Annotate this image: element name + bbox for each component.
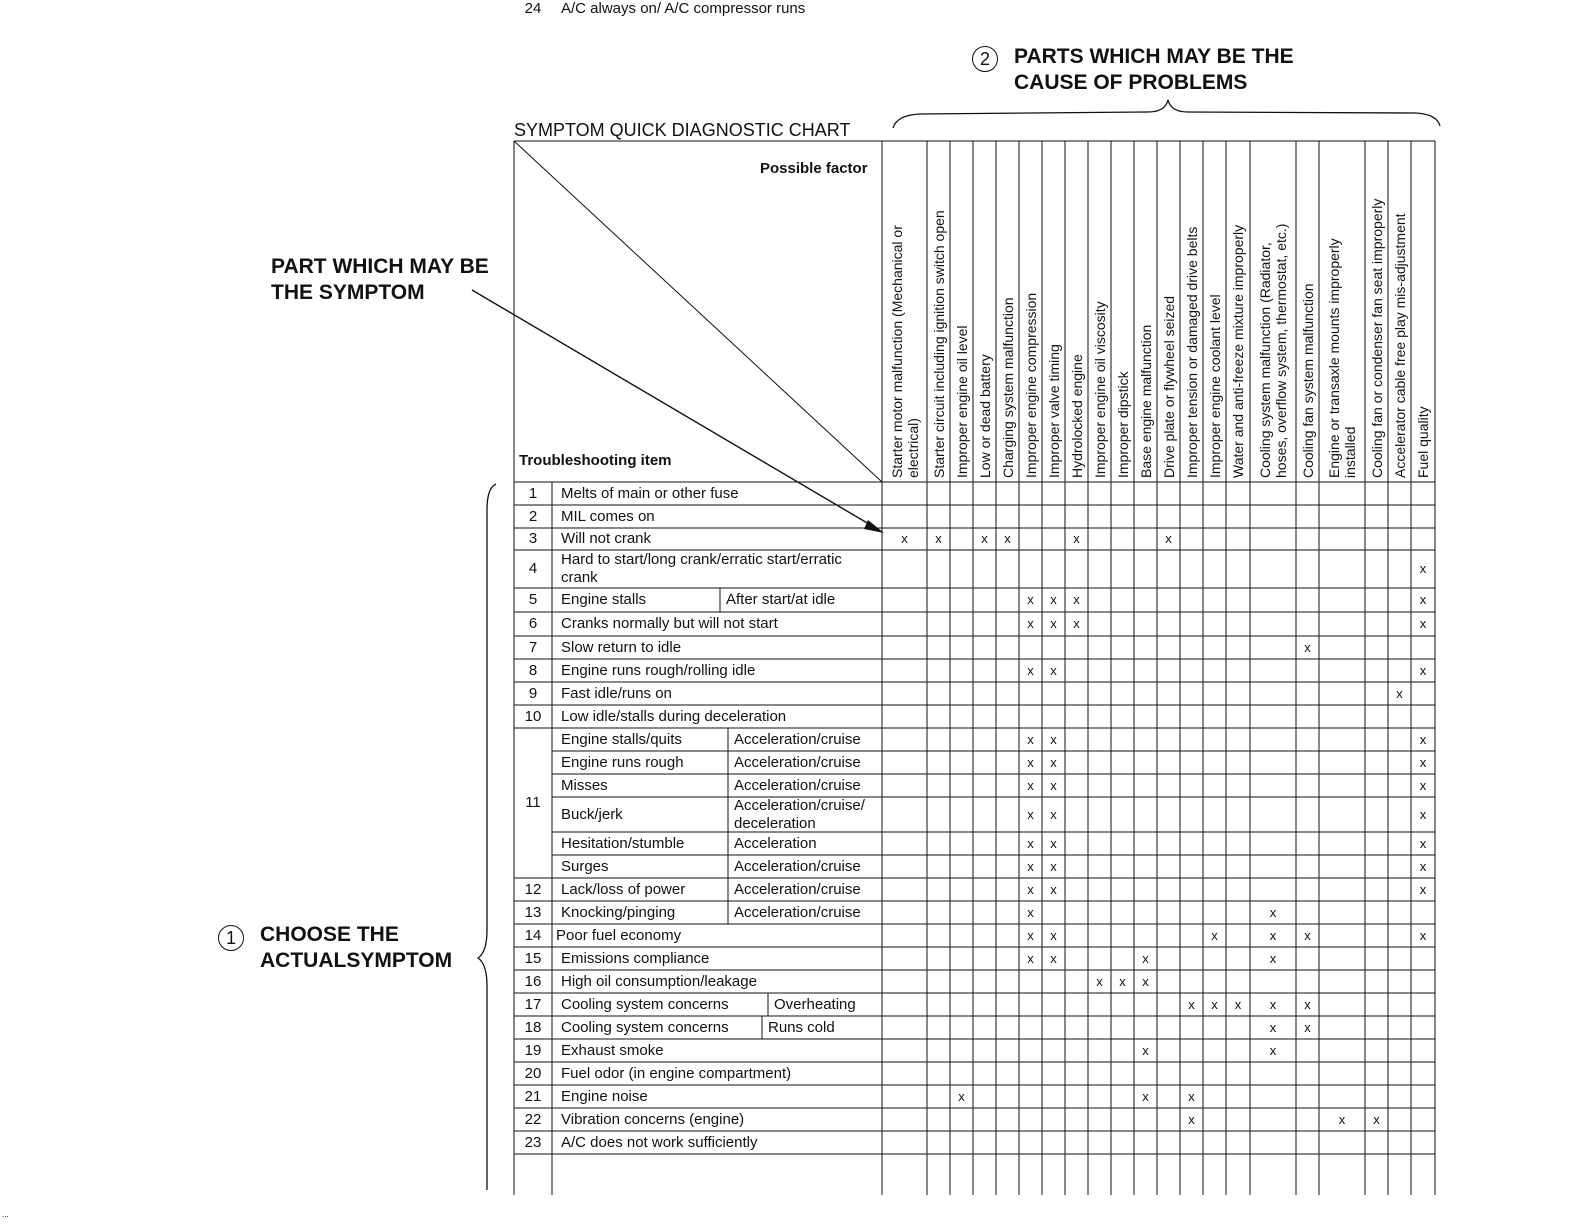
row-number: 13 [524, 903, 542, 921]
row-item [561, 1088, 648, 1106]
factor-column-label: Improper valve timing [1045, 344, 1062, 478]
row-condition [768, 1019, 835, 1037]
row-condition [734, 835, 817, 853]
factor-column-label: Cooling system malfunction (Radiator, [1257, 242, 1273, 478]
row-item-text: Knocking/pinging [561, 903, 676, 921]
factor-column-label: Cooling fan or condenser fan seat improperly [1368, 198, 1385, 478]
row-condition-text: Acceleration/cruise [734, 903, 861, 921]
row-number: 3 [528, 530, 538, 547]
factor-mark: x [1419, 662, 1427, 678]
chart-title: SYMPTOM QUICK DIAGNOSTIC CHART [514, 120, 851, 140]
row-item-text: Surges [561, 857, 609, 875]
row-item-text: Hard to start/long crank/erratic start/erratic [561, 551, 842, 568]
row-item-text: Cooling system concerns [561, 1018, 729, 1036]
row-item-text: Engine runs rough/rolling idle [561, 661, 756, 679]
factor-mark: x [1027, 806, 1034, 822]
row-item [561, 639, 681, 657]
factor-mark: x [1027, 835, 1034, 851]
row-item [561, 591, 646, 609]
row-condition [726, 591, 835, 609]
factor-mark: x [1050, 731, 1057, 747]
row-item [561, 0, 805, 18]
factor-mark: x [1304, 1019, 1311, 1035]
step-1-badge: 1 [218, 925, 244, 951]
factor-mark: x [1338, 1111, 1346, 1127]
row-condition [734, 797, 865, 833]
row-item [561, 950, 709, 968]
factor-column-label: Engine or transaxle mounts improperly [1326, 238, 1342, 478]
row-item [561, 904, 675, 922]
symptom-callout-line1: PART WHICH MAY BE [271, 255, 489, 278]
factor-column-label: Charging system malfunction [999, 297, 1016, 478]
row-condition-text: Overheating [774, 995, 856, 1013]
step-2-badge: 2 [972, 46, 998, 72]
row-item-text: Hesitation/stumble [561, 834, 685, 852]
factor-mark: x [1419, 881, 1427, 897]
factor-mark: x [1188, 1088, 1195, 1104]
row-number: 18 [524, 1018, 542, 1036]
factor-mark: x [1050, 806, 1057, 822]
factor-mark: x [1419, 754, 1427, 770]
choose-callout-line1: CHOOSE THE [260, 923, 399, 946]
row-item-text: Low idle/stalls during deceleration [561, 707, 787, 725]
factor-column-label: Improper engine compression [1022, 292, 1039, 478]
factor-column-label: Base engine malfunction [1137, 324, 1154, 478]
factor-mark: x [1419, 858, 1427, 874]
arrow-head [864, 520, 884, 533]
row-item [561, 485, 739, 503]
row-item [561, 881, 685, 899]
row-condition [734, 858, 861, 876]
row-number: 17 [524, 995, 542, 1013]
factor-mark: x [1165, 531, 1172, 546]
factor-column-label: electrical) [904, 418, 921, 478]
row-item-text: Emissions compliance [561, 949, 710, 967]
row-item-text: Misses [561, 776, 608, 794]
row-item [561, 615, 778, 633]
factor-column-label: Starter circuit including ignition switch open [930, 210, 947, 478]
row-number: 19 [524, 1041, 542, 1059]
row-number: 16 [524, 972, 542, 990]
row-item-text: A/C always on/ A/C compressor runs [561, 0, 806, 17]
factor-mark: x [1419, 835, 1427, 851]
row-condition-text: Acceleration/cruise [734, 730, 861, 748]
row-item-text: Vibration concerns (engine) [561, 1110, 745, 1128]
factor-mark: x [1419, 616, 1427, 631]
row-item-text: Cranks normally but will not start [561, 615, 778, 632]
row-item-text: Engine runs rough [561, 753, 684, 771]
row-item [561, 1134, 757, 1152]
row-condition-text: Acceleration/cruise [734, 776, 861, 794]
row-number: 21 [524, 1087, 542, 1105]
factor-column-label: hoses, overflow system, thermostat, etc.) [1273, 223, 1289, 478]
row-number: 4 [528, 560, 538, 577]
factor-mark: x [1027, 731, 1034, 747]
troubleshooting-item-label: Troubleshooting item [519, 452, 672, 469]
row-number: 5 [528, 591, 538, 608]
factor-column-label: Improper engine oil viscosity [1091, 301, 1108, 478]
row-item [561, 777, 608, 795]
row-item [561, 1111, 744, 1129]
factor-mark: x [1269, 950, 1277, 966]
row-item-text: Engine stalls [561, 591, 647, 608]
factor-mark: x [1027, 592, 1034, 607]
factor-mark: x [1211, 927, 1218, 943]
row-number: 15 [524, 949, 542, 967]
row-item [561, 835, 684, 853]
factor-mark: x [1269, 1042, 1277, 1058]
row-item [561, 973, 757, 991]
factor-mark: x [1050, 616, 1057, 631]
factor-mark: x [1304, 927, 1311, 943]
factor-mark: x [1050, 592, 1057, 607]
factor-mark: x [1073, 531, 1080, 546]
row-item [561, 551, 842, 587]
row-condition-text: After start/at idle [726, 591, 836, 608]
factor-mark: x [1050, 881, 1057, 897]
factor-mark: x [1304, 996, 1311, 1012]
row-item-text: MIL comes on [561, 507, 655, 525]
row-condition [734, 754, 861, 772]
factor-mark: x [1027, 754, 1034, 770]
symptom-callout-line2: THE SYMPTOM [271, 281, 425, 304]
row-item-text: Engine noise [561, 1087, 648, 1105]
row-item-text: Exhaust smoke [561, 1041, 664, 1059]
row-condition-text: Acceleration/cruise [734, 857, 861, 875]
factor-mark: x [1188, 996, 1195, 1012]
factor-mark: x [1396, 685, 1403, 701]
row-item-text: Will not crank [561, 530, 652, 547]
row-item [561, 662, 755, 680]
row-condition-text: Acceleration/cruise/ [734, 796, 865, 814]
factor-column-label: Hydrolocked engine [1068, 354, 1085, 478]
factor-column-label: installed [1342, 426, 1358, 478]
row-condition [734, 731, 861, 749]
row-item-text: Lack/loss of power [561, 880, 686, 898]
row-condition [734, 777, 861, 795]
row-item-text: A/C does not work sufficiently [561, 1133, 758, 1151]
row-condition-text: Acceleration [734, 834, 817, 852]
factor-mark: x [1050, 835, 1057, 851]
row-number: 11 [525, 794, 541, 811]
factor-mark: x [1027, 881, 1034, 897]
row-item [556, 927, 681, 945]
factor-mark: x [1211, 996, 1218, 1012]
row-item-text: Poor fuel economy [556, 926, 682, 944]
factor-column-label: Cooling fan system malfunction [1299, 283, 1316, 478]
parts-callout-line1: PARTS WHICH MAY BE THE [1014, 45, 1294, 68]
factor-mark: x [1073, 592, 1080, 607]
row-item [561, 1042, 664, 1060]
factor-mark: x [1142, 1042, 1149, 1058]
factor-mark: x [958, 1088, 965, 1104]
factor-mark: x [1419, 806, 1427, 822]
row-condition-text: Acceleration/cruise [734, 880, 861, 898]
row-item [561, 530, 651, 548]
factor-mark: x [1050, 777, 1057, 793]
row-item-text: Melts of main or other fuse [561, 484, 739, 502]
factor-mark: x [1027, 927, 1034, 943]
row-item-text: crank [561, 569, 598, 586]
page-footer-mark: ... [2, 1210, 9, 1219]
factor-mark: x [1234, 996, 1242, 1012]
factor-mark: x [1027, 662, 1034, 678]
row-condition [734, 904, 861, 922]
choose-callout-line2: ACTUALSYMPTOM [260, 949, 453, 972]
factor-mark: x [1142, 1088, 1149, 1104]
parts-callout-line2: CAUSE OF PROBLEMS [1014, 71, 1248, 94]
factor-column-label: Improper tension or damaged drive belts [1183, 226, 1200, 478]
row-item [561, 996, 729, 1014]
factor-mark: x [1027, 616, 1034, 631]
row-item-text: Cooling system concerns [561, 995, 729, 1013]
factor-mark: x [1373, 1111, 1380, 1127]
row-condition-text: deceleration [734, 814, 816, 832]
factor-column-label: Low or dead battery [976, 354, 993, 478]
row-number: 23 [524, 1133, 542, 1151]
row-item [561, 1065, 791, 1083]
factor-mark: x [1027, 777, 1034, 793]
factor-mark: x [1119, 973, 1126, 989]
row-item [561, 858, 609, 876]
factor-mark: x [1269, 927, 1277, 943]
row-item-text: High oil consumption/leakage [561, 972, 757, 990]
factor-mark: x [1050, 927, 1057, 943]
factor-mark: x [1004, 531, 1011, 546]
factor-column-label: Accelerator cable free play mis-adjustment [1391, 213, 1408, 478]
row-number: 10 [524, 707, 542, 725]
row-number: 9 [528, 684, 538, 702]
row-condition-text: Acceleration/cruise [734, 753, 861, 771]
factor-column-label: Water and anti-freeze mixture improperly [1230, 224, 1246, 478]
factor-mark: x [901, 531, 908, 546]
factor-column-label: Starter motor malfunction (Mechanical or [888, 225, 905, 478]
factor-column-label: Drive plate or flywheel seized [1160, 295, 1177, 478]
factor-mark: x [1419, 927, 1427, 943]
factor-mark: x [981, 531, 988, 546]
factor-mark: x [1027, 904, 1034, 920]
row-number: 6 [528, 615, 538, 632]
row-item [561, 508, 655, 526]
factor-mark: x [1419, 592, 1427, 607]
top-brace [893, 100, 1440, 128]
row-item [561, 754, 684, 772]
factor-mark: x [1050, 754, 1057, 770]
row-item [561, 708, 786, 726]
row-number: 14 [524, 926, 542, 944]
factor-mark: x [1073, 616, 1080, 631]
factor-mark: x [1419, 777, 1427, 793]
header-diagonal [514, 141, 882, 482]
factor-mark: x [1269, 1019, 1277, 1035]
factor-column-label: Improper dipstick [1114, 371, 1131, 478]
factor-column-label: Improper engine coolant level [1206, 294, 1223, 478]
factor-mark: x [1269, 996, 1277, 1012]
row-item [561, 1019, 729, 1037]
row-item-text: Slow return to idle [561, 638, 682, 656]
factor-mark: x [1027, 950, 1034, 966]
factor-mark: x [1096, 973, 1103, 989]
factor-mark: x [1304, 639, 1311, 655]
factor-mark: x [1188, 1111, 1195, 1127]
row-item-text: Fast idle/runs on [561, 684, 672, 702]
row-item-text: Fuel odor (in engine compartment) [561, 1064, 792, 1082]
row-number: 8 [528, 661, 538, 679]
factor-mark: x [1142, 950, 1149, 966]
factor-mark: x [935, 531, 942, 546]
row-number: 7 [528, 638, 538, 656]
row-item [561, 806, 623, 824]
row-condition [734, 881, 861, 899]
row-item-text: Engine stalls/quits [561, 730, 682, 748]
factor-column-label: Improper engine oil level [953, 325, 970, 478]
row-number: 2 [528, 507, 538, 525]
factor-mark: x [1050, 662, 1057, 678]
row-number: 12 [524, 880, 542, 898]
row-condition [774, 996, 856, 1014]
row-condition-text: Runs cold [768, 1018, 835, 1036]
factor-mark: x [1027, 858, 1034, 874]
factor-mark: x [1419, 561, 1427, 576]
factor-mark: x [1142, 973, 1149, 989]
row-number: 20 [524, 1064, 542, 1082]
factor-mark: x [1050, 858, 1057, 874]
row-number: 24 [524, 0, 542, 17]
left-brace [478, 484, 496, 1190]
row-item-text: Buck/jerk [561, 805, 623, 823]
possible-factor-label: Possible factor [760, 160, 868, 177]
row-item [561, 731, 682, 749]
row-number: 22 [524, 1110, 542, 1128]
row-number: 1 [528, 484, 538, 502]
factor-mark: x [1419, 731, 1427, 747]
factor-mark: x [1269, 904, 1277, 920]
factor-column-label: Fuel quality [1415, 406, 1431, 478]
factor-mark: x [1050, 950, 1057, 966]
row-item [561, 685, 672, 703]
